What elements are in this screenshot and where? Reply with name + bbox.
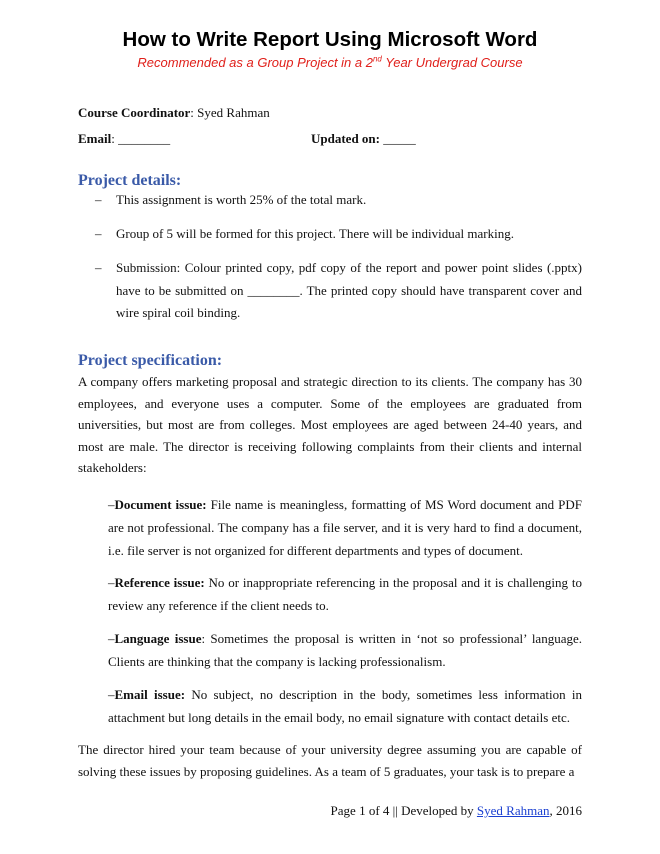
coordinator-label: Course Coordinator <box>78 105 191 120</box>
detail-item-text: This assignment is worth 25% of the total mark. <box>116 192 367 207</box>
specification-closing: The director hired your team because of your university degree assuming you are capable of solving these issues by proposing guidelines. As a team of 5 graduates, your task is to prepare a <box>78 742 582 779</box>
issue-item: –Reference issue: No or inappropriate referencing in the proposal and it is challenging to review any reference if the client needs to. <box>108 575 582 613</box>
issue-text: : Sometimes the proposal is written in ‘not so professional’ language. Clients are thinking that the company is lacking professionalism. <box>108 631 582 669</box>
detail-item <box>78 223 582 246</box>
issue-label: Email issue: <box>114 687 186 702</box>
author-link[interactable]: Syed Rahman <box>476 803 550 818</box>
page-footer <box>331 803 582 819</box>
updated-value: _____ <box>380 131 416 146</box>
issue-text: No subject, no description in the body, sometimes less information in attachment but long details in the email body, no email signature with contact details etc. <box>108 687 582 725</box>
updated-label: Updated on: <box>311 131 380 146</box>
issue-item: –Document issue: File name is meaningless, formatting of MS Word document and PDF are not professional. The company has a file server, and it is very hard to find a document, i.e. file server is not organized for different departments and types of document. <box>108 497 582 558</box>
detail-item <box>78 189 582 212</box>
coordinator-line <box>78 105 270 121</box>
specification-intro: A company offers marketing proposal and strategic direction to its clients. The company has 30 employees, and everyone uses a computer. Some of the employees are graduated from universities, but most are from colleges. Most employees are aged between 24-40 years, and most are male. The director is receiving following complaints from their clients and internal stakeholders: <box>78 374 582 475</box>
footer-page-text: Page 1 of 4 || Developed by <box>330 803 477 818</box>
issue-text: File name is meaningless, formatting of MS Word document and PDF are not professional. The company has a file server, and it is very hard to find a document, i.e. file server is not organized for different departments and types of document. <box>108 497 582 558</box>
footer-year: , 2016 <box>549 803 582 818</box>
dash-marker: – <box>95 192 102 207</box>
project-details-heading: Project details: <box>78 172 182 189</box>
detail-item-text: Submission: Colour printed copy, pdf copy of the report and power point slides (.pptx) have to be submitted on ________. The printed copy should have transparent cover and wire spiral coil binding. <box>116 260 582 320</box>
subtitle-pre: Recommended as a Group Project in a 2 <box>137 55 373 70</box>
subtitle-post: Year Undergrad Course <box>381 55 523 70</box>
email-line <box>78 131 170 147</box>
project-specification-heading: Project specification: <box>78 352 223 369</box>
subtitle-sup: nd <box>372 54 382 64</box>
coordinator-value: : Syed Rahman <box>190 105 270 120</box>
detail-item-text: Group of 5 will be formed for this project. There will be individual marking. <box>116 226 514 241</box>
document-title: How to Write Report Using Microsoft Word <box>122 28 538 51</box>
updated-line <box>311 131 416 147</box>
issue-label: Reference issue: <box>114 575 205 590</box>
issue-item: –Language issue: Sometimes the proposal is written in ‘not so professional’ language. Clients are thinking that the company is lacking professionalism. <box>108 631 582 669</box>
issue-text: No or inappropriate referencing in the proposal and it is challenging to review any reference if the client needs to. <box>108 575 582 613</box>
email-value: : ________ <box>111 131 171 146</box>
email-label: Email <box>78 131 112 146</box>
issue-item: –Email issue: No subject, no description in the body, sometimes less information in attachment but long details in the email body, no email signature with contact details etc. <box>108 687 582 725</box>
dash-marker: – <box>95 260 102 275</box>
detail-item <box>78 257 582 325</box>
dash-marker: – <box>95 226 102 241</box>
issue-label: Language issue <box>114 631 202 646</box>
document-subtitle <box>0 55 660 70</box>
issue-label: Document issue: <box>114 497 207 512</box>
